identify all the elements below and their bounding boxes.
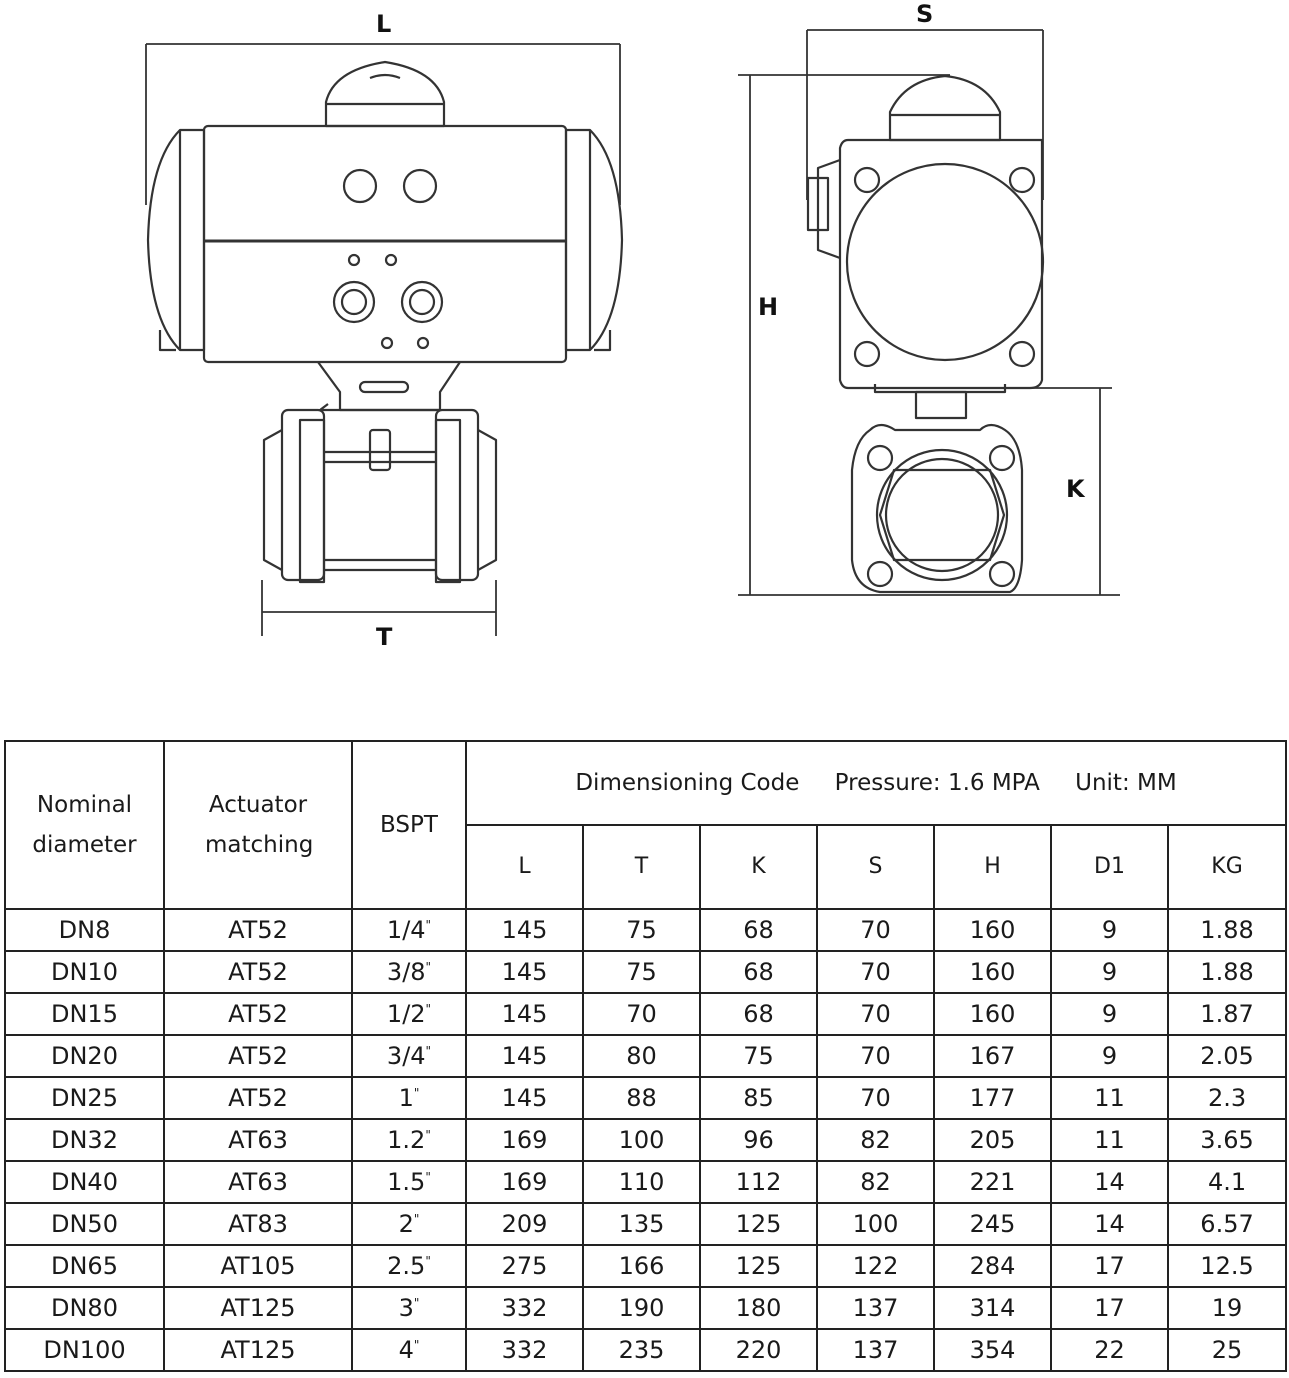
cell-kg: 1.88: [1168, 951, 1286, 993]
cell-d1: 9: [1051, 951, 1168, 993]
cell-l: 145: [466, 993, 583, 1035]
cell-kg: 19: [1168, 1287, 1286, 1329]
dimension-table: [4, 740, 1287, 1372]
header-dimensioning-code: Dimensioning Code: [575, 770, 800, 796]
cell-dn: DN15: [5, 993, 164, 1035]
cell-t: 75: [583, 909, 700, 951]
cell-s: 137: [817, 1329, 934, 1371]
cell-k: 125: [700, 1245, 817, 1287]
cell-bspt: [352, 1035, 466, 1077]
cell-k: 68: [700, 951, 817, 993]
bspt-value: 1.2: [387, 1126, 426, 1154]
cell-k: 68: [700, 909, 817, 951]
cell-actuator: AT52: [164, 1077, 352, 1119]
bspt-value: 2.5: [387, 1252, 426, 1280]
cell-k: 85: [700, 1077, 817, 1119]
cell-d1: 9: [1051, 909, 1168, 951]
table-row: [5, 1203, 1286, 1245]
table-row: [5, 1245, 1286, 1287]
inch-mark: ": [425, 1044, 432, 1058]
cell-bspt: [352, 1077, 466, 1119]
bspt-value: 1/2: [386, 1000, 426, 1028]
cell-t: 166: [583, 1245, 700, 1287]
cell-kg: 2.05: [1168, 1035, 1286, 1077]
header-col-K: K: [700, 825, 817, 909]
bspt-value: 1/4: [386, 916, 426, 944]
cell-dn: DN20: [5, 1035, 164, 1077]
bspt-value: 3/8: [386, 958, 426, 986]
cell-h: 205: [934, 1119, 1051, 1161]
cell-dn: DN8: [5, 909, 164, 951]
table-row: [5, 1077, 1286, 1119]
inch-mark: ": [413, 1212, 420, 1226]
cell-kg: 12.5: [1168, 1245, 1286, 1287]
cell-kg: 3.65: [1168, 1119, 1286, 1161]
side-view: [738, 0, 1120, 595]
cell-actuator: AT52: [164, 1035, 352, 1077]
cell-t: 80: [583, 1035, 700, 1077]
cell-h: 167: [934, 1035, 1051, 1077]
cell-k: 75: [700, 1035, 817, 1077]
bspt-value: 3: [398, 1294, 414, 1322]
cell-h: 284: [934, 1245, 1051, 1287]
cell-t: 135: [583, 1203, 700, 1245]
bspt-value: 3/4: [386, 1042, 426, 1070]
header-pressure: Pressure: 1.6 MPA: [834, 770, 1040, 796]
cell-d1: 14: [1051, 1161, 1168, 1203]
cell-dn: DN25: [5, 1077, 164, 1119]
cell-h: 160: [934, 951, 1051, 993]
dim-label-T: T: [376, 623, 393, 651]
table-row: [5, 1035, 1286, 1077]
table-body: [5, 909, 1286, 1371]
bspt-value: 4: [398, 1336, 414, 1364]
header-col-L: L: [466, 825, 583, 909]
cell-d1: 9: [1051, 1035, 1168, 1077]
header-col-T: T: [583, 825, 700, 909]
inch-mark: ": [425, 960, 432, 974]
cell-kg: 4.1: [1168, 1161, 1286, 1203]
cell-kg: 2.3: [1168, 1077, 1286, 1119]
cell-kg: 1.88: [1168, 909, 1286, 951]
cell-h: 160: [934, 909, 1051, 951]
table-row: [5, 909, 1286, 951]
cell-h: 314: [934, 1287, 1051, 1329]
cell-bspt: [352, 1161, 466, 1203]
cell-dn: DN100: [5, 1329, 164, 1371]
cell-kg: 1.87: [1168, 993, 1286, 1035]
cell-s: 70: [817, 1035, 934, 1077]
cell-bspt: [352, 1119, 466, 1161]
cell-actuator: AT83: [164, 1203, 352, 1245]
cell-actuator: AT52: [164, 951, 352, 993]
cell-s: 70: [817, 951, 934, 993]
cell-s: 82: [817, 1161, 934, 1203]
cell-actuator: AT52: [164, 909, 352, 951]
cell-s: 122: [817, 1245, 934, 1287]
table-row: [5, 1119, 1286, 1161]
cell-dn: DN80: [5, 1287, 164, 1329]
cell-actuator: AT52: [164, 993, 352, 1035]
cell-l: 145: [466, 1035, 583, 1077]
cell-t: 75: [583, 951, 700, 993]
cell-s: 82: [817, 1119, 934, 1161]
cell-l: 145: [466, 951, 583, 993]
cell-d1: 22: [1051, 1329, 1168, 1371]
header-bspt: BSPT: [352, 741, 466, 909]
cell-h: 221: [934, 1161, 1051, 1203]
cell-k: 180: [700, 1287, 817, 1329]
inch-mark: ": [413, 1338, 420, 1352]
cell-dn: DN50: [5, 1203, 164, 1245]
dim-label-L: L: [376, 10, 392, 38]
header-nominal-diameter: Nominal diameter: [5, 741, 164, 909]
cell-bspt: [352, 1203, 466, 1245]
cell-d1: 11: [1051, 1119, 1168, 1161]
cell-bspt: [352, 951, 466, 993]
cell-actuator: AT125: [164, 1329, 352, 1371]
cell-k: 220: [700, 1329, 817, 1371]
cell-k: 112: [700, 1161, 817, 1203]
cell-s: 70: [817, 993, 934, 1035]
cell-l: 169: [466, 1161, 583, 1203]
cell-t: 100: [583, 1119, 700, 1161]
inch-mark: ": [425, 1170, 431, 1184]
inch-mark: ": [413, 1086, 420, 1100]
cell-t: 190: [583, 1287, 700, 1329]
cell-d1: 9: [1051, 993, 1168, 1035]
cell-actuator: AT105: [164, 1245, 352, 1287]
cell-h: 354: [934, 1329, 1051, 1371]
cell-d1: 17: [1051, 1245, 1168, 1287]
header-col-D1: D1: [1051, 825, 1168, 909]
cell-k: 68: [700, 993, 817, 1035]
cell-bspt: [352, 909, 466, 951]
cell-d1: 11: [1051, 1077, 1168, 1119]
cell-dn: DN40: [5, 1161, 164, 1203]
cell-actuator: AT63: [164, 1161, 352, 1203]
cell-k: 96: [700, 1119, 817, 1161]
cell-l: 275: [466, 1245, 583, 1287]
cell-bspt: [352, 1287, 466, 1329]
bspt-value: 1.5: [387, 1168, 426, 1196]
cell-h: 160: [934, 993, 1051, 1035]
dim-label-S: S: [916, 0, 934, 28]
cell-kg: 6.57: [1168, 1203, 1286, 1245]
cell-l: 332: [466, 1287, 583, 1329]
cell-bspt: [352, 1329, 466, 1371]
header-dimensioning-banner: [466, 741, 1286, 825]
header-unit: Unit: MM: [1075, 770, 1177, 796]
cell-h: 177: [934, 1077, 1051, 1119]
cell-s: 137: [817, 1287, 934, 1329]
inch-mark: ": [425, 1128, 431, 1142]
cell-t: 70: [583, 993, 700, 1035]
cell-l: 145: [466, 909, 583, 951]
cell-s: 70: [817, 909, 934, 951]
cell-actuator: AT125: [164, 1287, 352, 1329]
cell-d1: 14: [1051, 1203, 1168, 1245]
cell-s: 100: [817, 1203, 934, 1245]
inch-mark: ": [413, 1296, 420, 1310]
header-col-S: S: [817, 825, 934, 909]
inch-mark: ": [425, 1254, 431, 1268]
cell-h: 245: [934, 1203, 1051, 1245]
cell-l: 169: [466, 1119, 583, 1161]
header-actuator-matching: Actuator matching: [164, 741, 352, 909]
cell-k: 125: [700, 1203, 817, 1245]
inch-mark: ": [425, 918, 432, 932]
cell-d1: 17: [1051, 1287, 1168, 1329]
cell-l: 145: [466, 1077, 583, 1119]
table-row: [5, 1161, 1286, 1203]
bspt-value: 2: [398, 1210, 414, 1238]
cell-bspt: [352, 993, 466, 1035]
cell-t: 88: [583, 1077, 700, 1119]
cell-l: 209: [466, 1203, 583, 1245]
inch-mark: ": [425, 1002, 432, 1016]
cell-t: 235: [583, 1329, 700, 1371]
front-view: [146, 10, 622, 651]
cell-dn: DN32: [5, 1119, 164, 1161]
cell-dn: DN65: [5, 1245, 164, 1287]
dim-label-K: K: [1066, 475, 1085, 503]
header-col-KG: KG: [1168, 825, 1286, 909]
table-row: [5, 1329, 1286, 1371]
table-row: [5, 1287, 1286, 1329]
bspt-value: 1: [398, 1084, 414, 1112]
cell-dn: DN10: [5, 951, 164, 993]
header-col-H: H: [934, 825, 1051, 909]
dim-label-H: H: [758, 293, 779, 321]
cell-actuator: AT63: [164, 1119, 352, 1161]
table-row: [5, 993, 1286, 1035]
cell-l: 332: [466, 1329, 583, 1371]
cell-s: 70: [817, 1077, 934, 1119]
cell-t: 110: [583, 1161, 700, 1203]
table-row: [5, 951, 1286, 993]
cell-bspt: [352, 1245, 466, 1287]
cell-kg: 25: [1168, 1329, 1286, 1371]
